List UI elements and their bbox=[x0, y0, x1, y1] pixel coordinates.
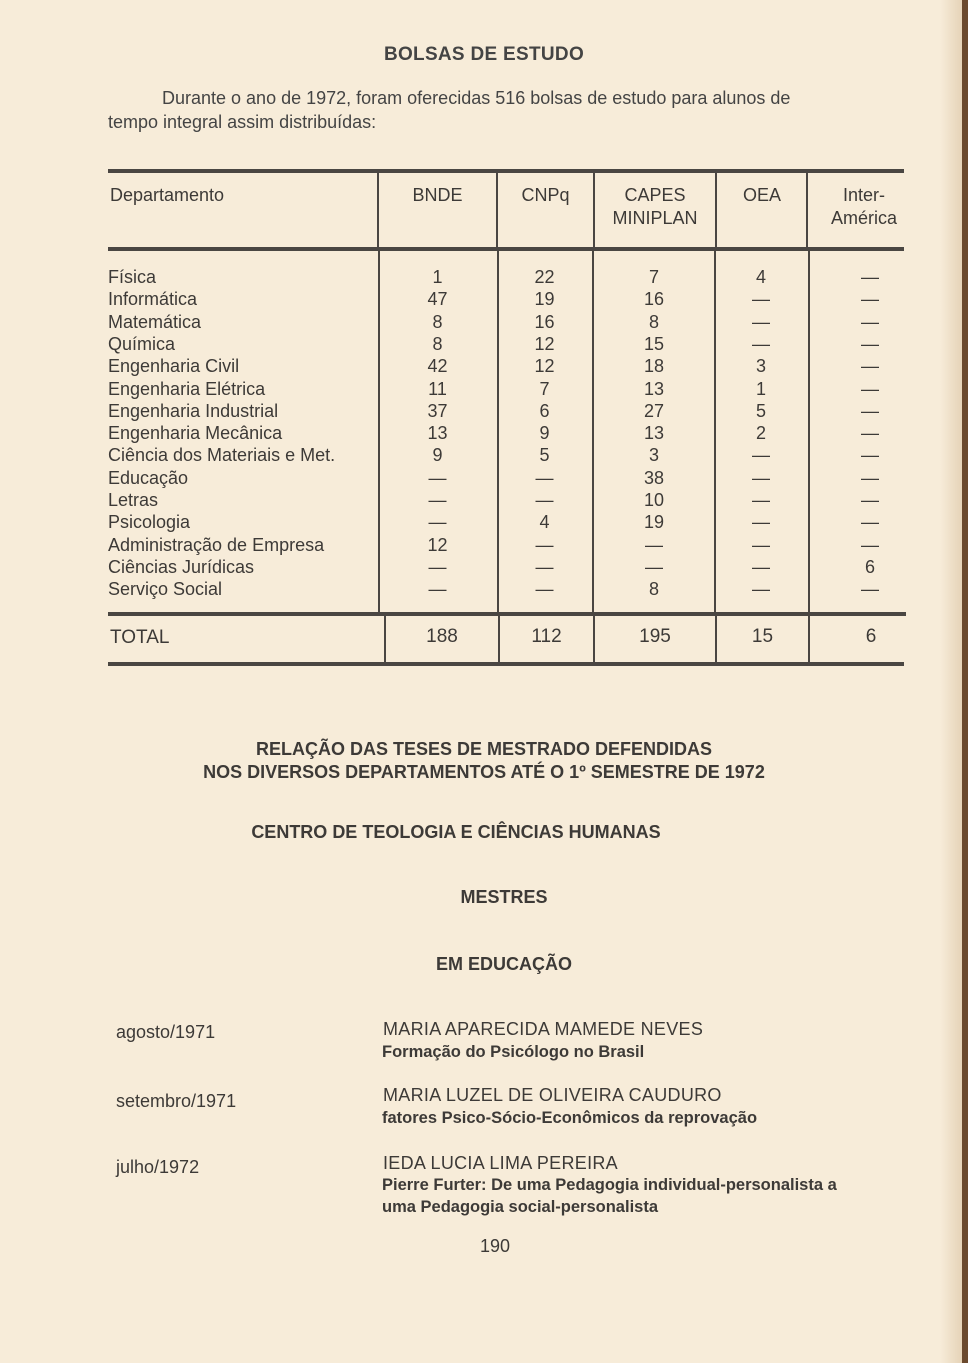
cell-inter-america: — bbox=[861, 378, 879, 399]
header-oea: OEA bbox=[742, 185, 781, 205]
cell-capes: 18 bbox=[643, 356, 665, 377]
thesis-author: IEDA LUCIA LIMA PEREIRA bbox=[383, 1153, 618, 1173]
cell-cnpq: 4 bbox=[539, 512, 550, 533]
cell-inter-america: — bbox=[861, 423, 879, 444]
cell-bnde: 8 bbox=[432, 333, 443, 354]
col-divider bbox=[377, 171, 379, 249]
cell-inter-america: — bbox=[861, 333, 879, 354]
table-bottom-rule bbox=[108, 662, 904, 666]
cell-inter-america: — bbox=[861, 579, 879, 600]
col-divider bbox=[715, 171, 717, 249]
total-capes: 195 bbox=[639, 626, 671, 647]
mestres-heading: MESTRES bbox=[460, 887, 548, 907]
cell-cnpq: 5 bbox=[539, 445, 550, 466]
thesis-title-line-1: Pierre Furter: De uma Pedagogia individual-personalista a bbox=[382, 1176, 837, 1194]
cell-inter-america: — bbox=[861, 356, 879, 377]
dept-name: Engenharia Mecânica bbox=[108, 423, 283, 444]
total-oea: 15 bbox=[751, 626, 774, 647]
thesis-title: fatores Psico-Sócio-Econômicos da reprovação bbox=[382, 1109, 758, 1127]
cell-inter-america: — bbox=[861, 467, 879, 488]
header-cnpq: CNPq bbox=[521, 185, 570, 205]
dept-name: Letras bbox=[108, 490, 159, 510]
cell-capes: 10 bbox=[643, 490, 665, 510]
page-edge bbox=[962, 0, 968, 1363]
cell-oea: 3 bbox=[755, 356, 766, 377]
cell-bnde: 13 bbox=[427, 423, 448, 444]
header-inter-line-1: Inter- bbox=[842, 185, 885, 205]
cell-oea: — bbox=[752, 445, 770, 466]
cell-cnpq: 22 bbox=[534, 267, 555, 287]
cell-cnpq: — bbox=[535, 534, 554, 555]
cell-capes: 7 bbox=[648, 267, 659, 287]
header-bnde: BNDE bbox=[412, 185, 463, 205]
header-capes-line-2: MINIPLAN bbox=[612, 208, 698, 228]
cell-oea: — bbox=[752, 579, 770, 600]
header-departamento: Departamento bbox=[110, 185, 225, 205]
cell-oea: — bbox=[752, 556, 770, 577]
cell-oea: 5 bbox=[755, 400, 766, 421]
page-title: BOLSAS DE ESTUDO bbox=[383, 44, 585, 65]
dept-name: Informática bbox=[108, 289, 198, 310]
cell-inter-america: — bbox=[861, 490, 879, 510]
cell-bnde: — bbox=[428, 490, 447, 510]
body-bottom-rule bbox=[108, 612, 906, 616]
area-heading: EM EDUCAÇÃO bbox=[435, 954, 572, 974]
cell-oea: — bbox=[752, 333, 770, 354]
header-capes-miniplan bbox=[595, 184, 715, 230]
cell-capes: 38 bbox=[643, 467, 665, 488]
thesis-date: julho/1972 bbox=[116, 1157, 200, 1177]
cell-inter-america: — bbox=[861, 311, 879, 332]
cell-oea: — bbox=[752, 311, 770, 332]
cell-bnde: — bbox=[428, 512, 447, 533]
cell-capes: 8 bbox=[648, 311, 659, 332]
cell-cnpq: 7 bbox=[539, 378, 550, 399]
cell-oea: — bbox=[752, 467, 770, 488]
dept-name: Matemática bbox=[108, 311, 202, 332]
cell-inter-america: — bbox=[861, 400, 879, 421]
intro-paragraph bbox=[108, 86, 898, 134]
col-divider bbox=[496, 171, 498, 249]
dept-name: Química bbox=[108, 333, 176, 354]
page-number: 190 bbox=[479, 1236, 511, 1256]
cell-oea: — bbox=[752, 512, 770, 533]
cell-bnde: 12 bbox=[427, 534, 448, 555]
cell-inter-america: 6 bbox=[864, 556, 875, 577]
cell-oea: 2 bbox=[755, 423, 766, 444]
cell-bnde: 9 bbox=[432, 445, 443, 466]
cell-bnde: — bbox=[428, 467, 447, 488]
cell-cnpq: 12 bbox=[534, 333, 555, 354]
thesis-title bbox=[382, 1174, 922, 1218]
thesis-date: setembro/1971 bbox=[116, 1091, 237, 1111]
dept-name: Serviço Social bbox=[108, 579, 223, 600]
cell-cnpq: — bbox=[535, 467, 554, 488]
cell-capes: — bbox=[645, 556, 663, 577]
total-bnde: 188 bbox=[426, 626, 458, 647]
dept-name: Ciência dos Materiais e Met. bbox=[108, 445, 336, 466]
header-inter-america bbox=[814, 184, 914, 230]
cell-oea: 1 bbox=[755, 378, 766, 399]
total-label: TOTAL bbox=[110, 627, 170, 648]
cell-cnpq: 12 bbox=[534, 356, 555, 377]
cell-bnde: — bbox=[428, 556, 447, 577]
thesis-author: MARIA APARECIDA MAMEDE NEVES bbox=[383, 1019, 704, 1039]
center-heading: CENTRO DE TEOLOGIA E CIÊNCIAS HUMANAS bbox=[251, 822, 661, 842]
thesis-date: agosto/1971 bbox=[116, 1022, 216, 1042]
total-cnpq: 112 bbox=[531, 626, 562, 647]
cell-inter-america: — bbox=[861, 534, 879, 555]
total-inter-america: 6 bbox=[865, 626, 877, 647]
cell-inter-america: — bbox=[861, 267, 879, 287]
cell-capes: 15 bbox=[643, 333, 665, 354]
cell-cnpq: 19 bbox=[534, 289, 555, 310]
cell-capes: 19 bbox=[643, 512, 665, 533]
cell-capes: 8 bbox=[648, 579, 659, 600]
cell-inter-america: — bbox=[861, 512, 879, 533]
cell-cnpq: — bbox=[535, 579, 554, 600]
dept-name: Psicologia bbox=[108, 512, 191, 533]
cell-bnde: 37 bbox=[427, 400, 448, 421]
col-divider bbox=[806, 171, 808, 249]
cell-bnde: 47 bbox=[427, 289, 448, 310]
cell-bnde: 1 bbox=[432, 267, 443, 287]
theses-heading-line-2: NOS DIVERSOS DEPARTAMENTOS ATÉ O 1º SEMESTRE DE 1972 bbox=[203, 762, 765, 782]
cell-capes: — bbox=[645, 534, 663, 555]
dept-name: Engenharia Industrial bbox=[108, 400, 279, 421]
cell-bnde: 8 bbox=[432, 311, 443, 332]
thesis-title-line-2: uma Pedagogia social-personalista bbox=[382, 1198, 659, 1216]
dept-name: Administração de Empresa bbox=[108, 534, 325, 555]
theses-heading-line-1: RELAÇÃO DAS TESES DE MESTRADO DEFENDIDAS bbox=[255, 739, 713, 759]
intro-line-1: Durante o ano de 1972, foram oferecidas 516 bolsas de estudo para alunos de bbox=[162, 88, 791, 108]
dept-name: Engenharia Civil bbox=[108, 356, 240, 377]
cell-bnde: — bbox=[428, 579, 447, 600]
cell-cnpq: 6 bbox=[539, 400, 550, 421]
cell-cnpq: 16 bbox=[534, 311, 555, 332]
cell-bnde: 42 bbox=[427, 356, 448, 377]
intro-line-2: tempo integral assim distribuídas: bbox=[108, 112, 377, 132]
header-bottom-rule bbox=[108, 247, 904, 251]
header-capes-line-1: CAPES bbox=[624, 185, 686, 205]
table-top-rule bbox=[108, 169, 904, 173]
cell-oea: — bbox=[752, 534, 770, 555]
cell-inter-america: — bbox=[861, 289, 879, 310]
cell-capes: 13 bbox=[643, 378, 665, 399]
dept-name: Engenharia Elétrica bbox=[108, 378, 266, 399]
cell-oea: — bbox=[752, 490, 770, 510]
dept-name: Ciências Jurídicas bbox=[108, 556, 255, 577]
cell-capes: 27 bbox=[643, 400, 665, 421]
cell-inter-america: — bbox=[861, 445, 879, 466]
cell-capes: 13 bbox=[643, 423, 665, 444]
header-inter-line-2: América bbox=[830, 208, 897, 228]
cell-bnde: 11 bbox=[428, 378, 447, 399]
dept-name: Educação bbox=[108, 467, 189, 488]
cell-cnpq: 9 bbox=[539, 423, 550, 444]
page-edge-shadow bbox=[940, 0, 962, 1363]
cell-cnpq: — bbox=[535, 490, 554, 510]
cell-capes: 3 bbox=[648, 445, 659, 466]
cell-oea: 4 bbox=[755, 267, 766, 287]
cell-cnpq: — bbox=[535, 556, 554, 577]
dept-name: Física bbox=[108, 267, 157, 287]
cell-oea: — bbox=[752, 289, 770, 310]
thesis-author: MARIA LUZEL DE OLIVEIRA CAUDURO bbox=[383, 1085, 722, 1105]
cell-capes: 16 bbox=[643, 289, 665, 310]
thesis-title: Formação do Psicólogo no Brasil bbox=[382, 1043, 645, 1061]
